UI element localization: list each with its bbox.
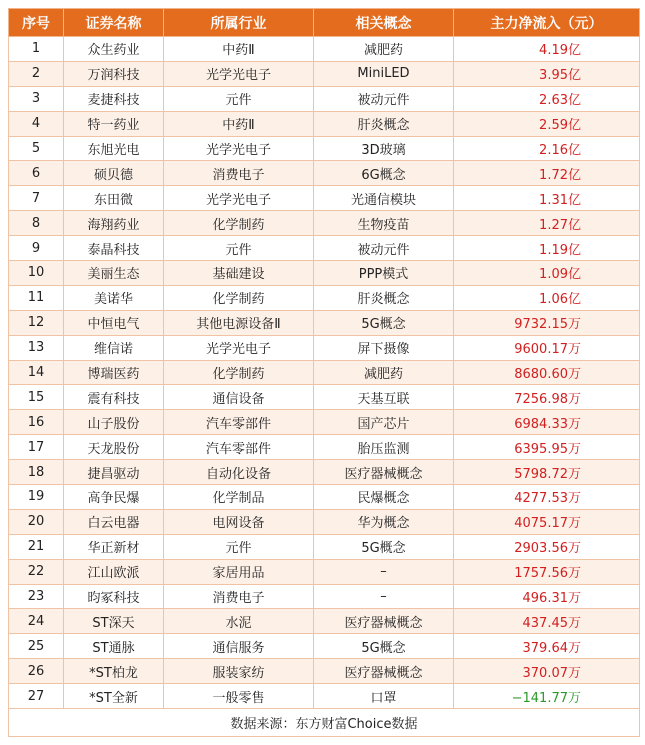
concept: 民爆概念 [314, 485, 454, 510]
industry: 汽车零部件 [164, 435, 314, 460]
concept: MiniLED [314, 61, 454, 86]
security-name: 天龙股份 [64, 435, 164, 460]
concept: – [314, 584, 454, 609]
concept: 减肥药 [314, 360, 454, 385]
table-row [9, 236, 640, 261]
security-name: 万润科技 [64, 61, 164, 86]
main-net-inflow: 4277.53万 [454, 485, 640, 510]
security-name: 江山欧派 [64, 559, 164, 584]
concept: 天基互联 [314, 385, 454, 410]
table-row [9, 37, 640, 62]
main-net-inflow: 1.09亿 [454, 261, 640, 286]
table-row [9, 435, 640, 460]
concept: 屏下摄像 [314, 335, 454, 360]
main-net-inflow: 2903.56万 [454, 534, 640, 559]
row-index: 13 [9, 335, 64, 360]
main-net-inflow: 9600.17万 [454, 335, 640, 360]
security-name: 美诺华 [64, 285, 164, 310]
security-name: 高争民爆 [64, 485, 164, 510]
security-name: 特一药业 [64, 111, 164, 136]
row-index: 20 [9, 509, 64, 534]
main-net-inflow: 1.06亿 [454, 285, 640, 310]
concept: 医疗器械概念 [314, 659, 454, 684]
row-index: 19 [9, 485, 64, 510]
table-row [9, 485, 640, 510]
industry: 化学制药 [164, 360, 314, 385]
row-index: 1 [9, 37, 64, 62]
row-index: 15 [9, 385, 64, 410]
main-net-inflow: 6395.95万 [454, 435, 640, 460]
industry: 水泥 [164, 609, 314, 634]
table-row [9, 136, 640, 161]
main-net-inflow: 6984.33万 [454, 410, 640, 435]
row-index: 12 [9, 310, 64, 335]
header-index: 序号 [9, 9, 64, 37]
security-name: 东田微 [64, 186, 164, 211]
table-row [9, 684, 640, 709]
table-row [9, 609, 640, 634]
industry: 化学制品 [164, 485, 314, 510]
table-row [9, 410, 640, 435]
concept: 肝炎概念 [314, 111, 454, 136]
main-net-inflow: 3.95亿 [454, 61, 640, 86]
main-net-inflow: 4.19亿 [454, 37, 640, 62]
row-index: 27 [9, 684, 64, 709]
main-net-inflow: 4075.17万 [454, 509, 640, 534]
header-concept: 相关概念 [314, 9, 454, 37]
row-index: 17 [9, 435, 64, 460]
row-index: 4 [9, 111, 64, 136]
main-net-inflow: 1.31亿 [454, 186, 640, 211]
security-name: 昀冢科技 [64, 584, 164, 609]
main-net-inflow: 1757.56万 [454, 559, 640, 584]
industry: 自动化设备 [164, 460, 314, 485]
row-index: 6 [9, 161, 64, 186]
fund-flow-table-container [8, 8, 639, 737]
security-name: 东旭光电 [64, 136, 164, 161]
security-name: 华正新材 [64, 534, 164, 559]
table-row [9, 634, 640, 659]
header-security-name: 证券名称 [64, 9, 164, 37]
security-name: 美丽生态 [64, 261, 164, 286]
security-name: 博瑞医药 [64, 360, 164, 385]
row-index: 18 [9, 460, 64, 485]
row-index: 11 [9, 285, 64, 310]
industry: 光学光电子 [164, 136, 314, 161]
row-index: 2 [9, 61, 64, 86]
industry: 光学光电子 [164, 61, 314, 86]
table-row [9, 161, 640, 186]
main-net-inflow: 2.63亿 [454, 86, 640, 111]
industry: 服装家纺 [164, 659, 314, 684]
security-name: 震有科技 [64, 385, 164, 410]
main-net-inflow: 1.72亿 [454, 161, 640, 186]
row-index: 21 [9, 534, 64, 559]
table-row [9, 659, 640, 684]
industry: 中药Ⅱ [164, 37, 314, 62]
header-industry: 所属行业 [164, 9, 314, 37]
security-name: 众生药业 [64, 37, 164, 62]
industry: 元件 [164, 236, 314, 261]
concept: 医疗器械概念 [314, 460, 454, 485]
table-row [9, 509, 640, 534]
security-name: *ST全新 [64, 684, 164, 709]
industry: 光学光电子 [164, 335, 314, 360]
industry: 化学制药 [164, 211, 314, 236]
row-index: 22 [9, 559, 64, 584]
security-name: 维信诺 [64, 335, 164, 360]
industry: 光学光电子 [164, 186, 314, 211]
table-row [9, 211, 640, 236]
industry: 消费电子 [164, 584, 314, 609]
concept: 医疗器械概念 [314, 609, 454, 634]
concept: 被动元件 [314, 86, 454, 111]
security-name: 硕贝德 [64, 161, 164, 186]
main-net-inflow: 8680.60万 [454, 360, 640, 385]
concept: 5G概念 [314, 634, 454, 659]
table-row [9, 86, 640, 111]
security-name: 麦捷科技 [64, 86, 164, 111]
table-row [9, 460, 640, 485]
concept: 6G概念 [314, 161, 454, 186]
table-row [9, 584, 640, 609]
main-net-inflow: 1.19亿 [454, 236, 640, 261]
industry: 一般零售 [164, 684, 314, 709]
row-index: 26 [9, 659, 64, 684]
security-name: 山子股份 [64, 410, 164, 435]
industry: 消费电子 [164, 161, 314, 186]
row-index: 7 [9, 186, 64, 211]
row-index: 8 [9, 211, 64, 236]
main-net-inflow: 496.31万 [454, 584, 640, 609]
table-row [9, 186, 640, 211]
industry: 其他电源设备Ⅱ [164, 310, 314, 335]
table-body [9, 37, 640, 709]
table-row [9, 534, 640, 559]
concept: 肝炎概念 [314, 285, 454, 310]
concept: 5G概念 [314, 310, 454, 335]
main-net-inflow: 5798.72万 [454, 460, 640, 485]
concept: 5G概念 [314, 534, 454, 559]
main-net-inflow: 370.07万 [454, 659, 640, 684]
industry: 化学制药 [164, 285, 314, 310]
row-index: 5 [9, 136, 64, 161]
main-net-inflow: 7256.98万 [454, 385, 640, 410]
security-name: 海翔药业 [64, 211, 164, 236]
table-row [9, 385, 640, 410]
main-net-inflow: 437.45万 [454, 609, 640, 634]
industry: 通信设备 [164, 385, 314, 410]
data-source-note: 数据来源：东方财富Choice数据 [9, 709, 640, 737]
row-index: 23 [9, 584, 64, 609]
row-index: 3 [9, 86, 64, 111]
main-net-inflow: 2.59亿 [454, 111, 640, 136]
table-row [9, 360, 640, 385]
main-net-inflow: 9732.15万 [454, 310, 640, 335]
row-index: 9 [9, 236, 64, 261]
main-net-inflow: 1.27亿 [454, 211, 640, 236]
concept: 华为概念 [314, 509, 454, 534]
security-name: *ST柏龙 [64, 659, 164, 684]
fund-flow-table [8, 8, 640, 737]
security-name: ST通脉 [64, 634, 164, 659]
concept: PPP模式 [314, 261, 454, 286]
row-index: 16 [9, 410, 64, 435]
table-row [9, 559, 640, 584]
table-row [9, 261, 640, 286]
concept: 光通信模块 [314, 186, 454, 211]
table-row [9, 111, 640, 136]
industry: 元件 [164, 86, 314, 111]
table-row [9, 285, 640, 310]
concept: 3D玻璃 [314, 136, 454, 161]
security-name: 白云电器 [64, 509, 164, 534]
table-row [9, 61, 640, 86]
industry: 汽车零部件 [164, 410, 314, 435]
header-row [9, 9, 640, 37]
row-index: 25 [9, 634, 64, 659]
main-net-inflow: 379.64万 [454, 634, 640, 659]
row-index: 10 [9, 261, 64, 286]
industry: 基础建设 [164, 261, 314, 286]
industry: 电网设备 [164, 509, 314, 534]
concept: 口罩 [314, 684, 454, 709]
industry: 家居用品 [164, 559, 314, 584]
header-main-net-inflow: 主力净流入（元） [454, 9, 640, 37]
concept: 生物疫苗 [314, 211, 454, 236]
concept: – [314, 559, 454, 584]
industry: 通信服务 [164, 634, 314, 659]
industry: 中药Ⅱ [164, 111, 314, 136]
main-net-inflow: −141.77万 [454, 684, 640, 709]
industry: 元件 [164, 534, 314, 559]
security-name: 捷昌驱动 [64, 460, 164, 485]
security-name: ST深天 [64, 609, 164, 634]
row-index: 24 [9, 609, 64, 634]
security-name: 泰晶科技 [64, 236, 164, 261]
security-name: 中恒电气 [64, 310, 164, 335]
concept: 胎压监测 [314, 435, 454, 460]
main-net-inflow: 2.16亿 [454, 136, 640, 161]
concept: 国产芯片 [314, 410, 454, 435]
footer-row [9, 709, 640, 737]
table-row [9, 310, 640, 335]
table-row [9, 335, 640, 360]
concept: 被动元件 [314, 236, 454, 261]
row-index: 14 [9, 360, 64, 385]
concept: 减肥药 [314, 37, 454, 62]
